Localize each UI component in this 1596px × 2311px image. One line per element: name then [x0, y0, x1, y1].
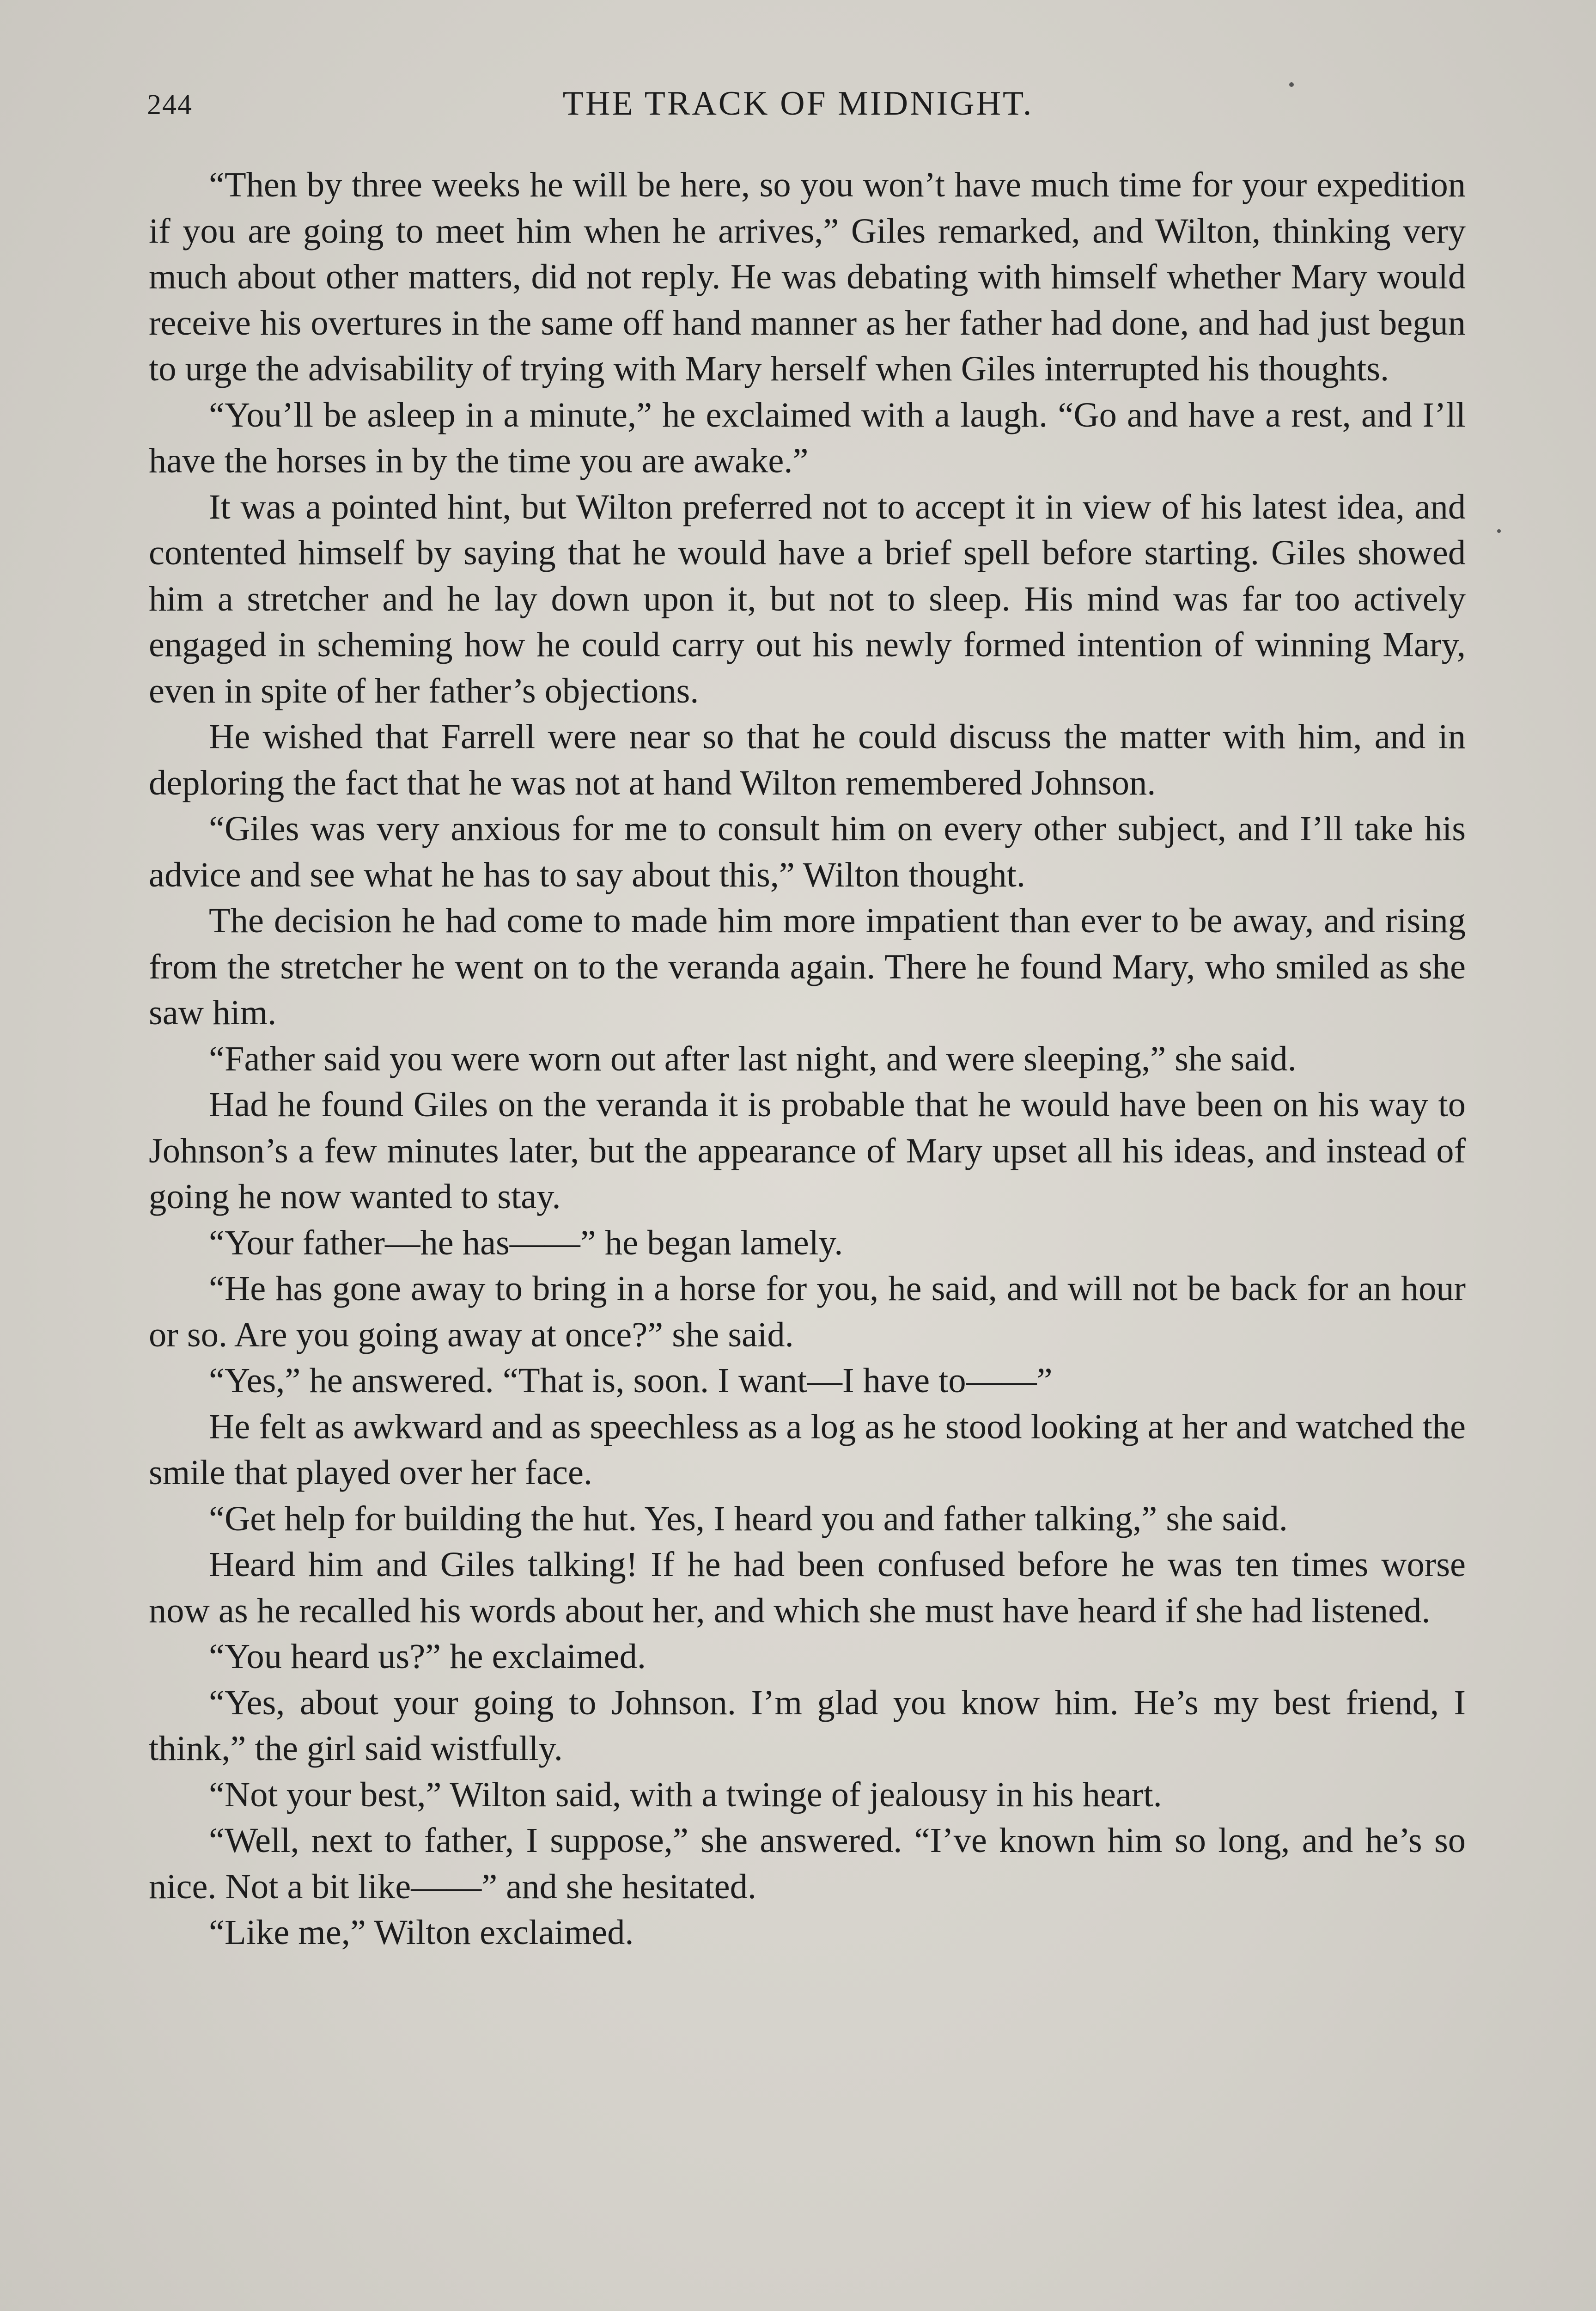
- paragraph: “Yes, about your going to Johnson. I’m glad you know him. He’s my best friend, I think,” the girl said wistfully.: [149, 1682, 1466, 1768]
- paragraph: He felt as awkward and as speechless as a log as he stood looking at her and watched the smile that played over her face.: [149, 1406, 1466, 1492]
- paragraph: “Your father—he has——” he began lamely.: [209, 1223, 843, 1262]
- paragraph: “Not your best,” Wilton said, with a twinge of jealousy in his heart.: [209, 1774, 1162, 1814]
- running-head: THE TRACK OF MIDNIGHT.: [562, 85, 1034, 122]
- paragraph: He wished that Farrell were near so that he could discuss the matter with him, and in deploring the fact that he was not at hand Wilton remembered Johnson.: [149, 717, 1466, 802]
- paragraph: “Yes,” he answered. “That is, soon. I want—I have to——”: [209, 1361, 1053, 1400]
- paragraph: “Then by three weeks he will be here, so you won’t have much time for your expedition if you are going to meet him when he arrives,” Giles remarked, and Wilton, thinking very much about other matters, did not reply. He was debating with himself whether Mary would receive his overtures in the same off hand manner as her father had done, and had just begun to urge the advisability of trying with Mary herself when Giles interrupted his thoughts.: [149, 165, 1466, 388]
- body-text: [149, 162, 1466, 1956]
- page-number: 244: [147, 89, 193, 121]
- paragraph: “Like me,” Wilton exclaimed.: [209, 1913, 634, 1952]
- paragraph: “He has gone away to bring in a horse for you, he said, and will not be back for an hour or so. Are you going away at once?” she said.: [149, 1269, 1466, 1354]
- paragraph: The decision he had come to made him more impatient than ever to be away, and rising from the stretcher he went on to the veranda again. There he found Mary, who smiled as she saw him.: [149, 901, 1466, 1032]
- paragraph: “Get help for building the hut. Yes, I heard you and father talking,” she said.: [209, 1498, 1288, 1538]
- paragraph: “You’ll be asleep in a minute,” he exclaimed with a laugh. “Go and have a rest, and I’ll have the horses in by the time you are awake.”: [149, 395, 1466, 480]
- print-speck: [1289, 82, 1294, 87]
- paragraph: “Giles was very anxious for me to consult him on every other subject, and I’ll take his advice and see what he has to say about this,” Wilton thought.: [149, 809, 1466, 894]
- paragraph: “You heard us?” he exclaimed.: [209, 1637, 646, 1676]
- paragraph: Had he found Giles on the veranda it is probable that he would have been on his way to Johnson’s a few minutes later, but the appearance of Mary upset all his ideas, and instead of going he now wanted to stay.: [149, 1085, 1466, 1216]
- paragraph: Heard him and Giles talking! If he had been confused before he was ten times worse now as he recalled his words about her, and which she must have heard if she had listened.: [149, 1545, 1466, 1630]
- paragraph: “Father said you were worn out after last night, and were sleeping,” she said.: [209, 1039, 1297, 1078]
- print-speck: [1497, 529, 1501, 533]
- paragraph: “Well, next to father, I suppose,” she answered. “I’ve known him so long, and he’s so nice. Not a bit like——” and she hesitated.: [149, 1821, 1466, 1906]
- paragraph: It was a pointed hint, but Wilton preferred not to accept it in view of his latest idea, and contented himself by saying that he would have a brief spell before starting. Giles showed him a stretcher and he lay down upon it, but not to sleep. His mind was far too actively engaged in scheming how he could carry out his newly formed intention of winning Mary, even in spite of her father’s objections.: [149, 487, 1466, 710]
